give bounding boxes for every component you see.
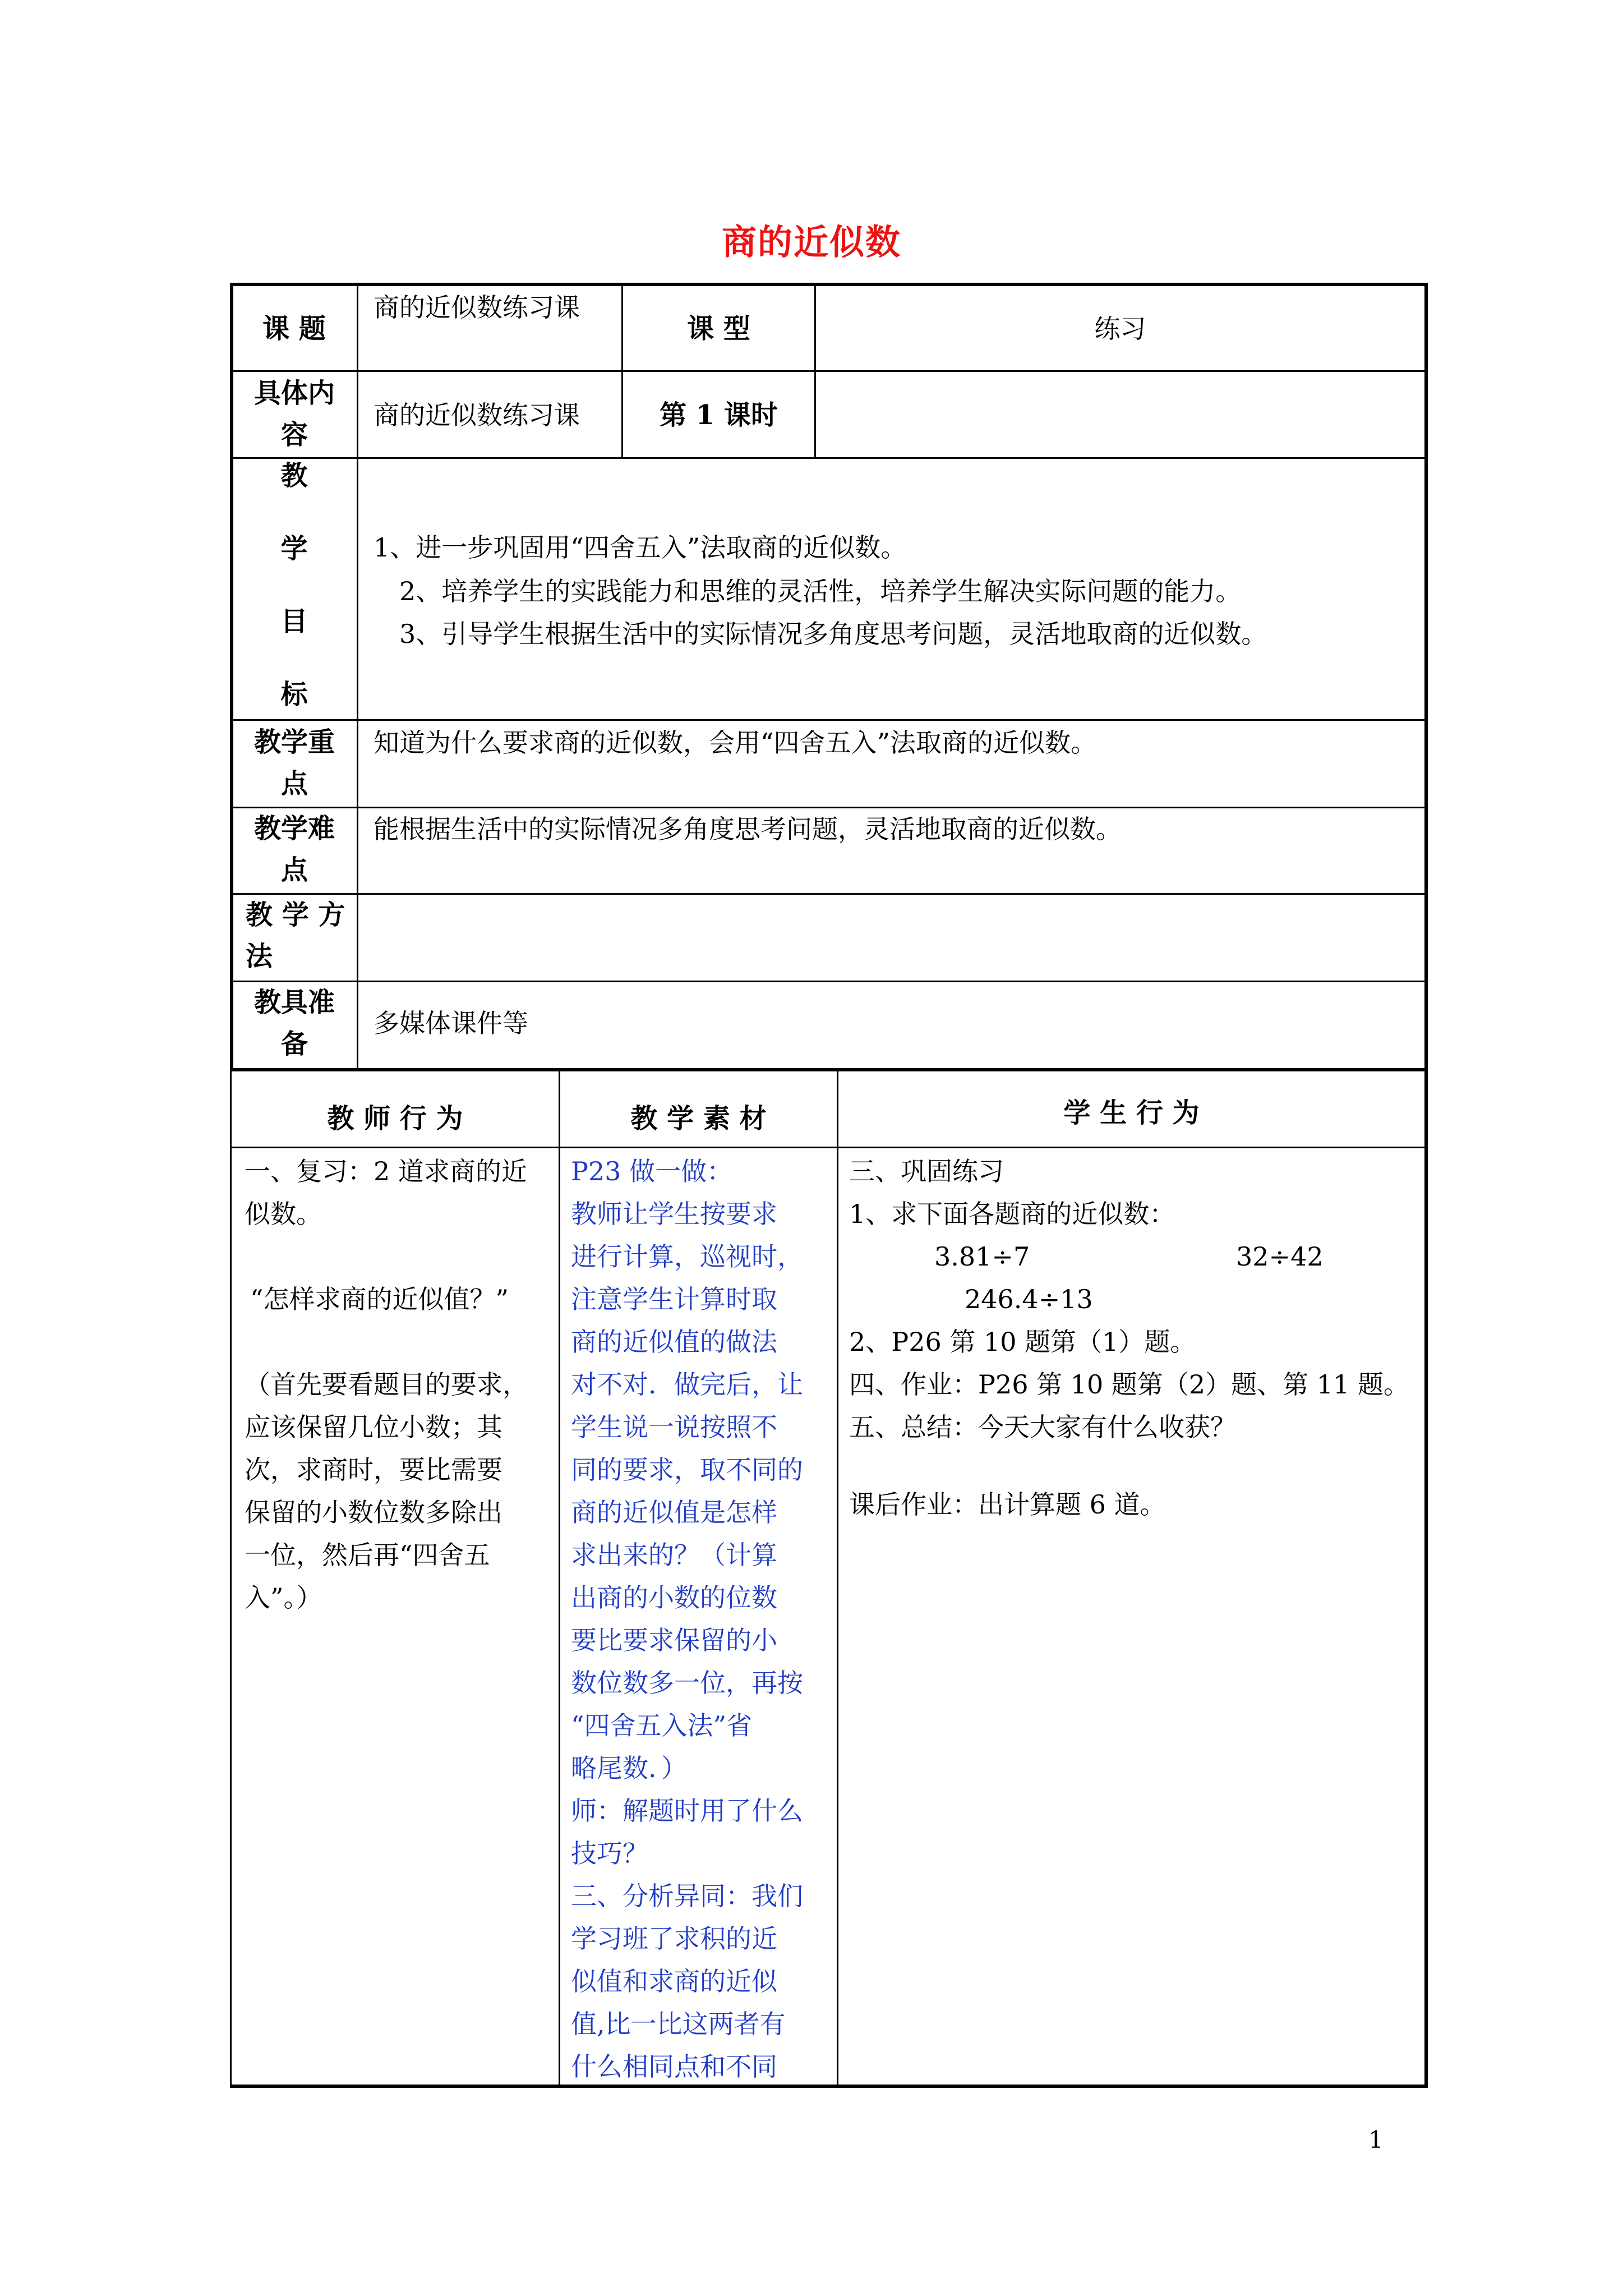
upper-table-bottom-border [230, 1068, 1428, 1071]
objective-item: 1、进一步巩固用“四舍五入”法取商的近似数。 [374, 532, 907, 563]
material-line: 进行计算，巡视时， [571, 1241, 803, 1272]
objectives-label-char: 教 [280, 460, 308, 491]
tools-label: 教具准备 [253, 987, 335, 1060]
col-divider [559, 1068, 560, 2085]
student-line: 2、P26 第 10 题第（1）题。 [849, 1327, 1196, 1357]
teacher-line [245, 1320, 553, 1363]
teacher-line: 一、复习：2 道求商的近 [245, 1156, 527, 1186]
key-point-value: 知道为什么要求商的近似数，会用“四舍五入”法取商的近似数。 [374, 728, 1097, 758]
material-line: 求出来的？（计算 [571, 1540, 777, 1570]
student-line: 四、作业：P26 第 10 题第（2）题、第 11 题。 [849, 1369, 1409, 1400]
material-line: 要比要求保留的小 [571, 1625, 777, 1655]
material-line: 略尾数．） [571, 1753, 687, 1783]
table-right-border [1424, 283, 1428, 1071]
student-expression: 3.81÷7 [934, 1241, 1030, 1272]
material-line: “四舍五入法”省 [571, 1710, 753, 1741]
material-line: 学生说一说按照不 [571, 1412, 777, 1442]
teacher-line: 入”。） [245, 1582, 322, 1613]
teacher-line: （首先要看题目的要求， [245, 1369, 528, 1400]
student-expression: 246.4÷13 [965, 1284, 1093, 1314]
row-divider [230, 719, 1428, 721]
material-line: 似值和求商的近似 [571, 1966, 777, 1996]
topic-label: 课 题 [262, 313, 326, 344]
student-column-header: 学 生 行 为 [1063, 1097, 1200, 1129]
lower-left-border [230, 1068, 232, 2085]
difficulty-label: 教学难点 [253, 813, 335, 886]
content-label: 具体内容 [253, 378, 335, 450]
header-divider [230, 1147, 1428, 1148]
material-line: 教师让学生按要求 [571, 1199, 777, 1229]
teacher-line: 一位，然后再“四舍五 [245, 1540, 490, 1570]
col-divider [357, 283, 358, 1068]
document-title: 商的近似数 [721, 222, 901, 263]
student-line: 五、总结：今天大家有什么收获？ [849, 1412, 1236, 1442]
tools-value: 多媒体课件等 [374, 1008, 528, 1038]
material-line: 同的要求，取不同的 [571, 1455, 803, 1485]
material-line: 注意学生计算时取 [571, 1284, 777, 1314]
page-number: 1 [1368, 2126, 1384, 2154]
material-line: 三、分析异同：我们 [571, 1881, 803, 1911]
material-line: 数位数多一位，再按 [571, 1668, 803, 1698]
row-divider [230, 457, 1428, 459]
type-value: 练习 [1094, 314, 1146, 344]
difficulty-value: 能根据生活中的实际情况多角度思考问题，灵活地取商的近似数。 [374, 814, 1122, 844]
student-expression: 32÷42 [1236, 1241, 1324, 1272]
material-line: 学习班了求积的近 [571, 1924, 777, 1954]
material-line: 对不对．做完后，让 [571, 1369, 803, 1400]
material-line: 技巧？ [571, 1838, 648, 1869]
material-column [571, 1150, 834, 2088]
teacher-column [245, 1150, 553, 1619]
teacher-line: 应该保留几位小数；其 [245, 1412, 502, 1442]
material-line: 商的近似值是怎样 [571, 1497, 777, 1527]
teacher-line: 保留的小数位数多除出 [245, 1497, 502, 1527]
material-line: 商的近似值的做法 [571, 1327, 777, 1357]
material-line: 值,比一比这两者有 [571, 2009, 786, 2039]
method-label: 教 学 方法 [246, 899, 345, 972]
row-divider [230, 370, 1428, 372]
topic-value: 商的近似数练习课 [374, 292, 580, 323]
material-line: 师：解题时用了什么 [571, 1796, 803, 1826]
student-line: 三、巩固练习 [849, 1156, 1004, 1186]
student-line: 1、求下面各题商的近似数： [849, 1199, 1175, 1229]
teacher-line: 次，求商时，要比需要 [245, 1455, 502, 1485]
teacher-line: “怎样求商的近似值？” [250, 1284, 509, 1314]
type-label: 课 型 [687, 313, 750, 344]
objectives-label-char: 目 [280, 606, 308, 637]
content-value: 商的近似数练习课 [374, 400, 580, 430]
student-line: 课后作业：出计算题 6 道。 [849, 1489, 1166, 1520]
teacher-column-header: 教 师 行 为 [327, 1103, 463, 1134]
teacher-line [245, 1235, 553, 1278]
row-divider [230, 981, 1428, 982]
col-divider [837, 1068, 838, 2085]
objective-item: 3、引导学生根据生活中的实际情况多角度思考问题，灵活地取商的近似数。 [399, 619, 1267, 649]
lower-right-border [1424, 1068, 1428, 2088]
key-point-label: 教学重点 [253, 726, 335, 799]
material-line: 出商的小数的位数 [571, 1582, 777, 1613]
teacher-line: 似数。 [245, 1199, 322, 1229]
objectives-label-char: 学 [280, 533, 308, 564]
objectives-label-char: 标 [280, 679, 308, 710]
material-line: P23 做一做： [571, 1156, 733, 1186]
objective-item: 2、培养学生的实践能力和思维的灵活性，培养学生解决实际问题的能力。 [399, 576, 1242, 606]
material-column-header: 教 学 素 材 [630, 1103, 767, 1134]
period-label: 第 1 课时 [660, 399, 778, 431]
material-line: 什么相同点和不同 [571, 2051, 777, 2082]
row-divider [230, 893, 1428, 895]
